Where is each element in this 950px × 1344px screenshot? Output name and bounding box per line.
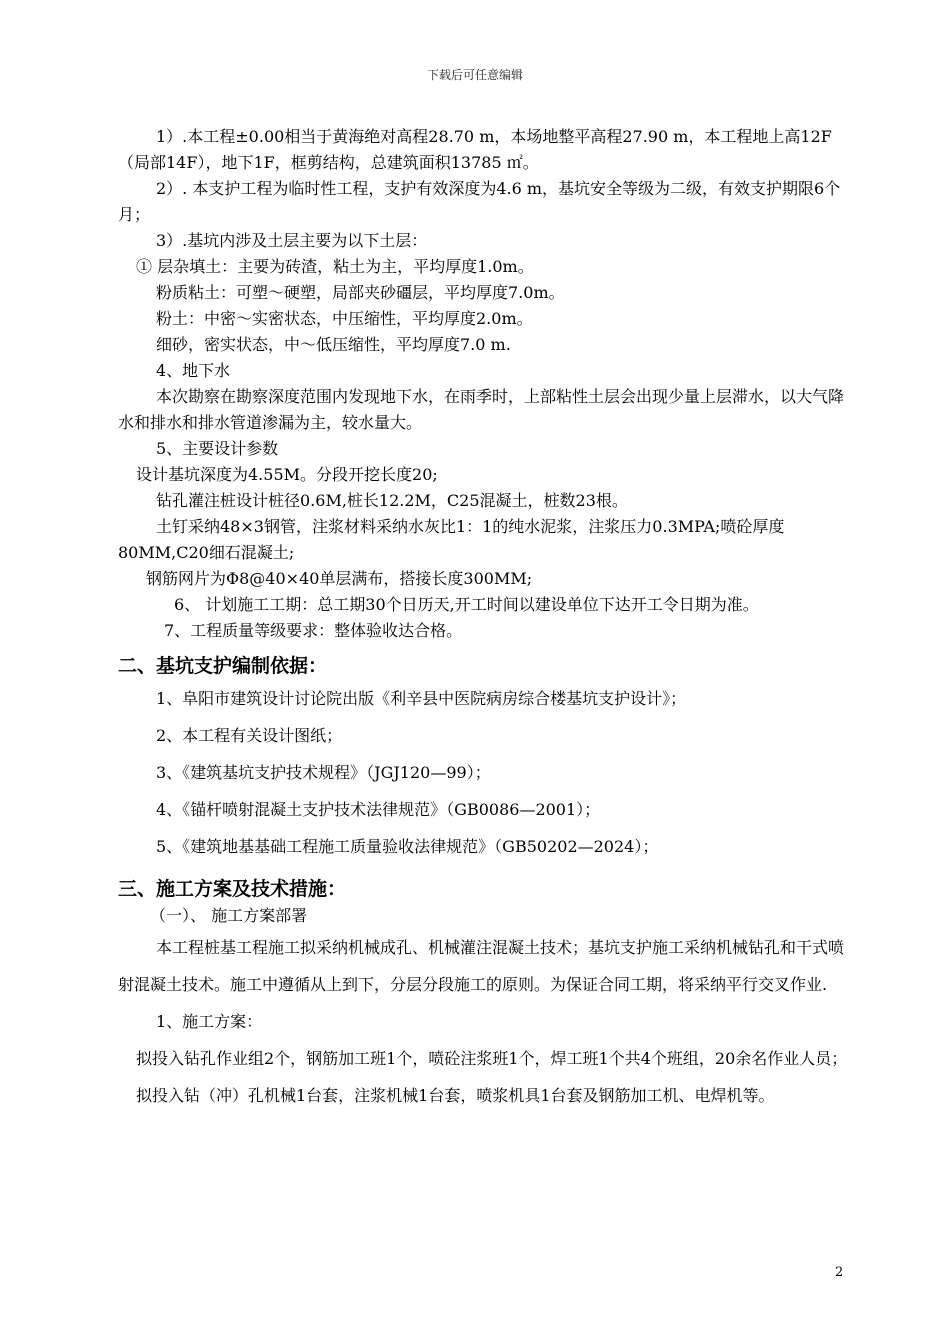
paragraph-design-params-title: 5、主要设计参数 — [156, 439, 279, 458]
paragraph-deployment-body: 本工程桩基工程施工拟采纳机械成孔、机械灌注混凝土技术；基坑支护施工采纳机械钻孔和干式喷射混凝土技术。施工中遵循从上到下，分层分段施工的原则。为保证合同工期，将采纳平行交叉作业. — [118, 938, 845, 994]
basis-item: 1、阜阳市建筑设计讨论院出版《利辛县中医院病房综合楼基坑支护设计》； — [156, 689, 687, 708]
param-rebar-mesh: 钢筋网片为Φ8@40×40单层满布，搭接长度300MM; — [146, 569, 533, 588]
param-bored-pile: 钻孔灌注桩设计桩径0.6M,桩长12.2M，C25混凝土，桩数23根。 — [156, 491, 628, 510]
paragraph-schedule: 6、 计划施工工期：总工期30个日历天,开工时间以建设单位下达开工令日期为准。 — [174, 595, 759, 614]
param-pit-depth: 设计基坑深度为4.55M。分段开挖长度20; — [136, 465, 438, 484]
page-number: 2 — [835, 1265, 844, 1280]
paragraph-groundwater-title: 4、地下水 — [156, 361, 231, 380]
param-soil-nail: 土钉采纳48×3钢管，注浆材料采纳水灰比1：1的纯水泥浆，注浆压力0.3MPA;喷砼厚度80MM,C20细石混凝土; — [118, 517, 785, 562]
basis-item: 2、本工程有关设计图纸； — [156, 726, 343, 745]
basis-item: 5、《建筑地基基础工程施工质量验收法律规范》（GB50202—2024）； — [156, 837, 659, 856]
soil-layer-silty-clay: 粉质粘土：可塑～硬塑，局部夹砂礓层，平均厚度7.0m。 — [156, 283, 565, 302]
document-body — [118, 124, 848, 1114]
basis-item: 3、《建筑基坑支护技术规程》（JGJ120—99）； — [156, 763, 491, 782]
soil-layer-silt: 粉土：中密～实密状态，中压缩性，平均厚度2.0m。 — [156, 309, 533, 328]
section-heading-basis: 二、基坑支护编制依据： — [118, 655, 328, 677]
plan-equipment: 拟投入钻（冲）孔机械1台套，注浆机械1台套，喷浆机具1台套及钢筋加工机、电焊机等。 — [136, 1086, 775, 1105]
page-header: 下载后可任意编辑 — [426, 68, 523, 82]
paragraph-project-elevation: 1）.本工程±0.00相当于黄海绝对高程28.70 m，本场地整平高程27.90 m，本工程地上高12F（局部14F），地下1F，框剪结构，总建筑面积13785 ㎡。 — [118, 127, 832, 172]
paragraph-support-depth: 2）. 本支护工程为临时性工程，支护有效深度为4.6 m，基坑安全等级为二级，有效支护期限6个月； — [118, 179, 841, 224]
paragraph-quality: 7、工程质量等级要求：整体验收达合格。 — [164, 621, 463, 640]
construction-plan-block — [118, 929, 848, 1114]
section-heading-construction: 三、施工方案及技术措施： — [118, 878, 347, 900]
soil-layer-fine-sand: 细砂，密实状态，中～低压缩性，平均厚度7.0 m. — [156, 335, 511, 354]
subheading-deployment: （一）、 施工方案部署 — [150, 906, 308, 925]
paragraph-groundwater-body: 本次勘察在勘察深度范围内发现地下水，在雨季时，上部粘性土层会出现少量上层滞水，以大气降水和排水和排水管道渗漏为主，较水量大。 — [118, 387, 845, 432]
plan-title: 1、施工方案： — [156, 1012, 263, 1031]
basis-list — [118, 680, 848, 865]
basis-item: 4、《锚杆喷射混凝土支护技术法律规范》（GB0086—2001）； — [156, 800, 601, 819]
plan-teams: 拟投入钻孔作业组2个，钢筋加工班1个，喷砼注浆班1个，焊工班1个共4个班组，20余名作业人员； — [136, 1049, 848, 1068]
soil-layer-fill: ① 层杂填土：主要为砖渣，粘土为主，平均厚度1.0m。 — [136, 257, 534, 276]
paragraph-soil-layers-intro: 3）.基坑内涉及土层主要为以下土层： — [156, 231, 428, 250]
